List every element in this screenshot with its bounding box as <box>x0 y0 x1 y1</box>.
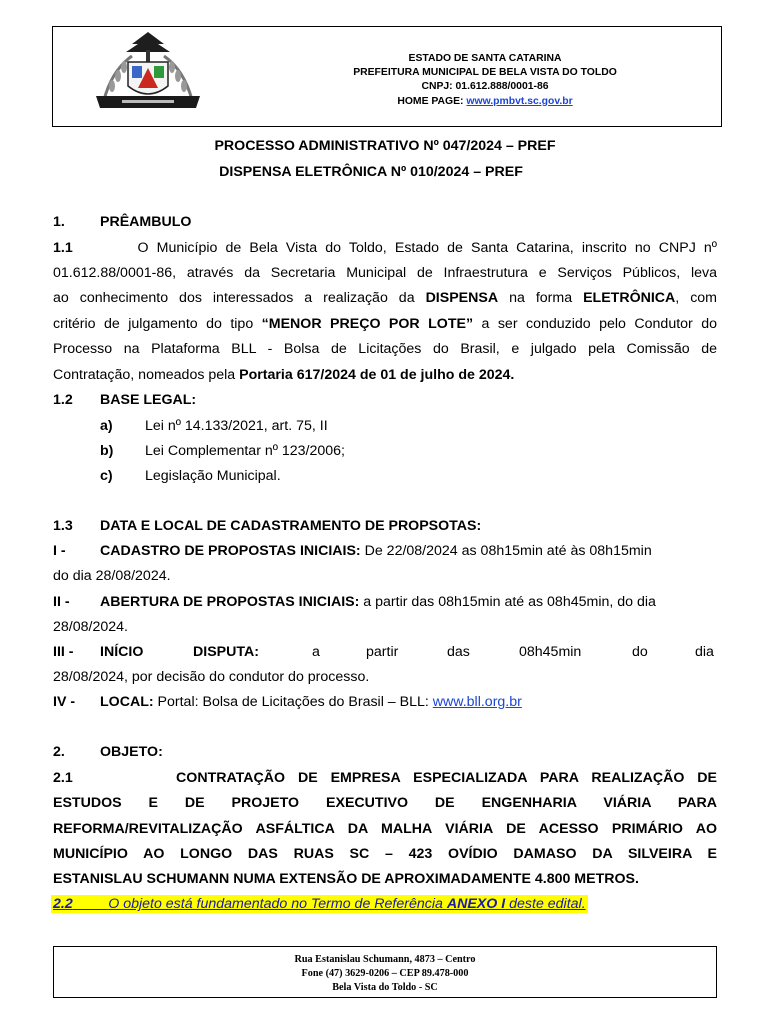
para-1-1-line: 1.1 O Município de Bela Vista do Toldo, Estado de Santa Catarina, inscrito no CNPJ nº <box>53 240 717 256</box>
item-ii-cont: 28/08/2024. <box>53 619 128 635</box>
base-legal-item: c) Legislação Municipal. <box>100 468 281 484</box>
base-legal-item: b) Lei Complementar nº 123/2006; <box>100 443 345 459</box>
dispensa-title: DISPENSA ELETRÔNICA Nº 010/2024 – PREF <box>219 164 523 180</box>
section-2-heading: 2. OBJETO: <box>53 744 163 760</box>
item-2-2-highlight: 2.2 O objeto está fundamentado no Termo de Referência ANEXO I deste edital. <box>53 896 586 912</box>
para-1-1-line: Contratação, nomeados pela Portaria 617/2024 de 01 de julho de 2024. <box>53 367 515 383</box>
para-2-1-line: MUNICÍPIO AO LONGO DAS RUAS SC – 423 OVÍDIO DAMASO DA SILVEIRA E <box>53 846 717 862</box>
process-title: PROCESSO ADMINISTRATIVO Nº 047/2024 – PREF <box>214 138 556 154</box>
bll-link[interactable]: www.bll.org.br <box>432 694 522 710</box>
homepage-link[interactable]: www.pmbvt.sc.gov.br <box>466 95 573 107</box>
item-iv: IV - LOCAL: Portal: Bolsa de Licitações do Brasil – BLL: www.bll.org.br <box>53 694 522 710</box>
para-1-1-line: 01.612.88/0001-86, através da Secretaria Municipal de Infraestrutura e Serviços Públicos, leva <box>53 265 717 281</box>
para-2-1-line: REFORMA/REVITALIZAÇÃO ASFÁLTICA DA MALHA VIÁRIA DE ACESSO PRIMÁRIO AO <box>53 821 717 837</box>
para-1-1-line: critério de julgamento do tipo “MENOR PREÇO POR LOTE” a ser conduzido pelo Condutor do <box>53 316 717 332</box>
footer-phone: Fone (47) 3629-0206 – CEP 89.478-000 <box>301 968 469 979</box>
header-homepage <box>300 95 670 109</box>
base-legal-heading: 1.2 BASE LEGAL: <box>53 392 197 408</box>
para-2-1-line: ESTANISLAU SCHUMANN NUMA EXTENSÃO DE APROXIMADAMENTE 4.800 METROS. <box>53 871 639 887</box>
letterhead-text <box>300 52 670 109</box>
item-iii-cont: 28/08/2024, por decisão do condutor do processo. <box>53 669 370 685</box>
header-line: PREFEITURA MUNICIPAL DE BELA VISTA DO TOLDO <box>353 67 617 79</box>
para-2-1-line: ESTUDOS E DE PROJETO EXECUTIVO DE ENGENHARIA VIÁRIA PARA <box>53 795 717 811</box>
para-2-1-line: 2.1 CONTRATAÇÃO DE EMPRESA ESPECIALIZADA PARA REALIZAÇÃO DE <box>53 770 717 786</box>
item-i: I - CADASTRO DE PROPOSTAS INICIAIS: De 22/08/2024 as 08h15min até às 08h15min <box>53 543 652 559</box>
para-1-1-line: ao conhecimento dos interessados a realização da DISPENSA na forma ELETRÔNICA, com <box>53 290 717 306</box>
footer-city: Bela Vista do Toldo - SC <box>332 982 438 993</box>
section-1-heading: 1. PRÊAMBULO <box>53 214 192 230</box>
item-i-cont: do dia 28/08/2024. <box>53 568 171 584</box>
homepage-label: HOME PAGE: <box>397 95 467 107</box>
para-1-1-line: Processo na Plataforma BLL - Bolsa de Licitações do Brasil, e julgado pela Comissão de <box>53 341 717 357</box>
header-line: ESTADO DE SANTA CATARINA <box>408 53 562 64</box>
base-legal-item: a) Lei nº 14.133/2021, art. 75, II <box>100 418 328 434</box>
data-local-heading: 1.3 DATA E LOCAL DE CADASTRAMENTO DE PROPSOTAS: <box>53 518 482 534</box>
header-line: CNPJ: 01.612.888/0001-86 <box>421 81 549 93</box>
item-ii: II - ABERTURA DE PROPOSTAS INICIAIS: a partir das 08h15min até as 08h45min, do dia <box>53 594 656 610</box>
municipal-coat-of-arms-icon <box>92 30 204 110</box>
footer-address: Rua Estanislau Schumann, 4873 – Centro <box>294 954 476 965</box>
